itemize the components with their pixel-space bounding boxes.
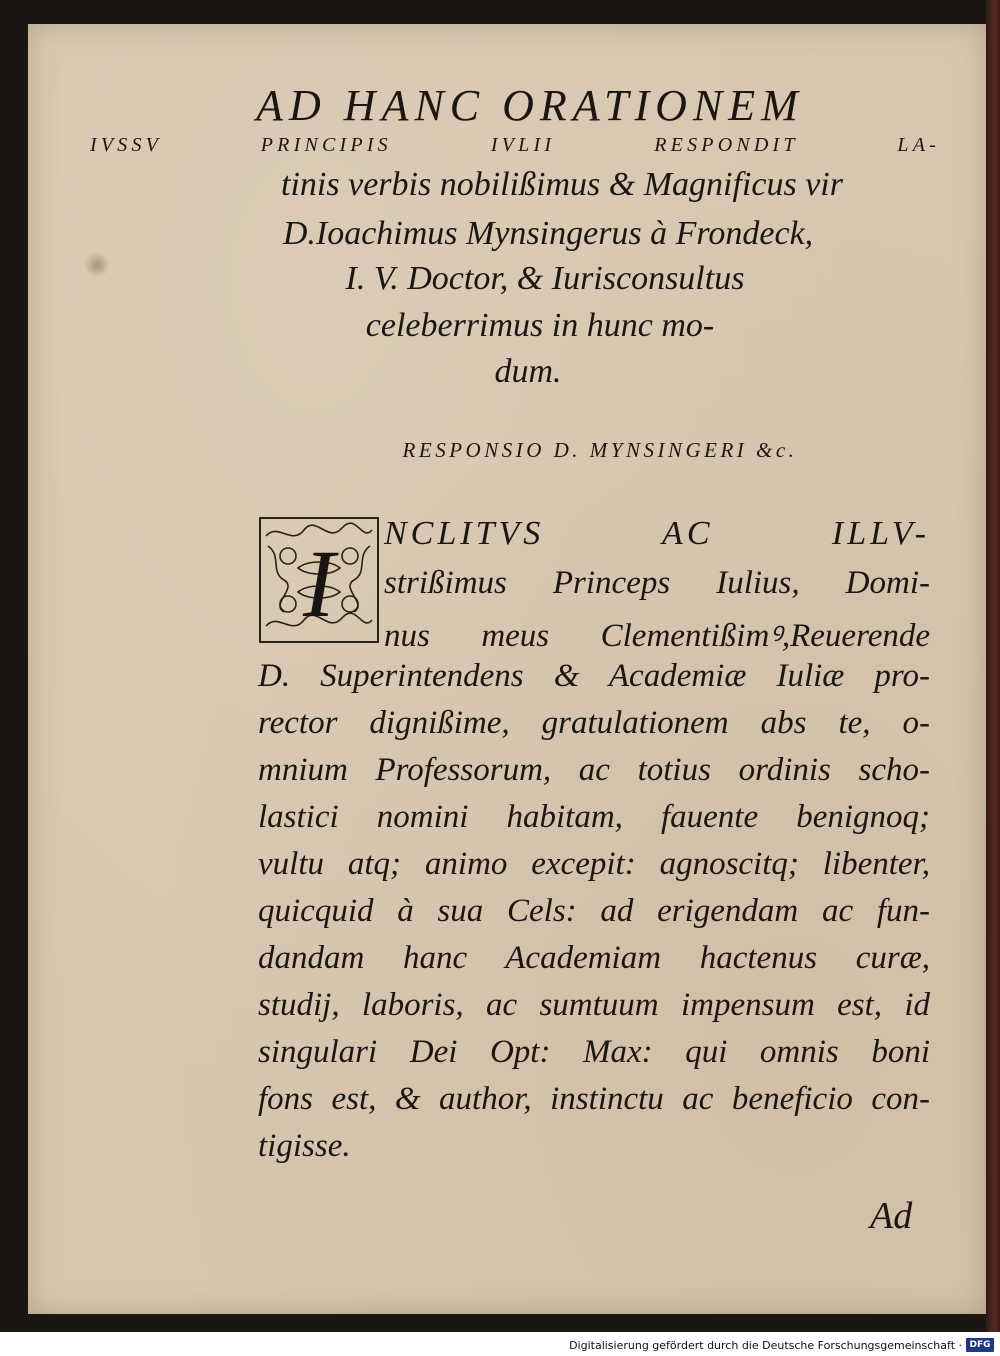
heading-line-6: celeberrimus in hunc mo- — [365, 307, 715, 344]
body-line-14: tigisse. — [258, 1128, 351, 1164]
body-line-13: fons est, & author, instinctu ac beneficio con- — [258, 1081, 930, 1117]
footer-credit: Digitalisierung gefördert durch die Deutsche Forschungsgemeinschaft · — [569, 1339, 962, 1352]
heading-line-3: tinis verbis nobilißimus & Magnificus vir — [281, 166, 843, 203]
body-line-10: dandam hanc Academiam hactenus curæ, — [258, 940, 930, 976]
body-line-12: singulari Dei Opt: Max: qui omnis boni — [258, 1034, 930, 1070]
body-line-2: strißimus Princeps Iulius, Domi- — [384, 565, 930, 601]
heading-line-2: IVSSV PRINCIPIS IVLII RESPONDIT LA- — [90, 134, 940, 156]
svg-text:I: I — [303, 530, 335, 637]
heading-line-4: D.Ioachimus Mynsingerus à Frondeck, — [282, 215, 814, 252]
body-line-7: lastici nomini habitam, fauente benignoq; — [258, 799, 930, 835]
footer-bar — [0, 1336, 1000, 1356]
body-line-11: studij, laboris, ac sumtuum impensum est, id — [258, 987, 930, 1023]
decorated-initial-icon — [258, 516, 380, 644]
body-line-3: nus meus Clementißimꝰ,Reuerende — [384, 618, 930, 654]
heading-line-7: dum. — [494, 353, 562, 390]
body-line-8: vultu atq; animo excepit: agnoscitq; libenter, — [258, 846, 930, 882]
body-line-5: rector dignißime, gratulationem abs te, o- — [258, 705, 930, 741]
body-line-1: NCLITVS AC ILLV- — [384, 515, 930, 552]
heading-line-1: AD HANC ORATIONEM — [256, 81, 804, 130]
responsio-subheading: RESPONSIO D. MYNSINGERI &c. — [402, 438, 798, 462]
body-line-9: quicquid à sua Cels: ad erigendam ac fun- — [258, 893, 930, 929]
body-line-4: D. Superintendens & Academiæ Iuliæ pro- — [258, 658, 930, 694]
catchword: Ad — [870, 1195, 913, 1237]
heading-line-5: I. V. Doctor, & Iurisconsultus — [345, 260, 745, 297]
dfg-logo-icon[interactable]: DFG — [966, 1338, 994, 1352]
body-line-6: mnium Professorum, ac totius ordinis scho- — [258, 752, 930, 788]
